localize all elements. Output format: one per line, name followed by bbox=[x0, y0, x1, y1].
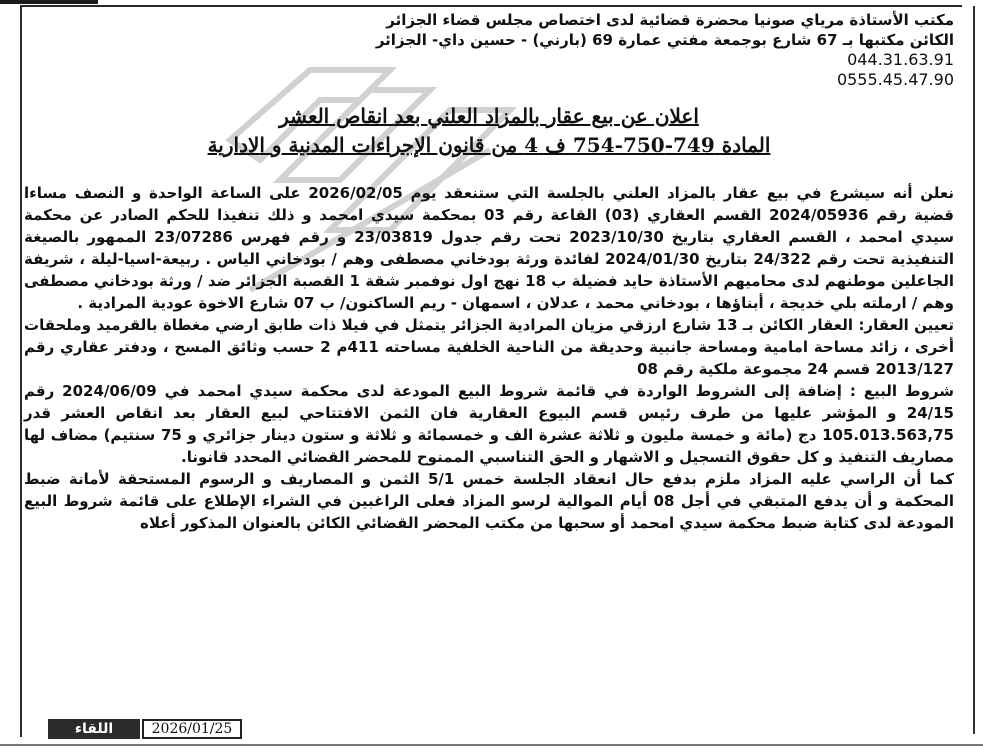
top-edge bbox=[0, 0, 983, 4]
legal-article: المادة 749-750-754 ف 4 من قانون الإجراءات المدنية و الادارية bbox=[207, 133, 771, 157]
newspaper-tag: اللقاء bbox=[48, 719, 140, 739]
publication-date: 2026/01/25 bbox=[142, 719, 242, 739]
office-line: مكتب الأستاذة مرياي صونيا محضرة قضائية لدى اختصاص مجلس قضاء الجزائر bbox=[386, 11, 954, 29]
announcement bbox=[24, 10, 954, 710]
announcement-title: اعلان عن بيع عقار بالمزاد العلني بعد انقاص العشر bbox=[279, 104, 699, 128]
sale-conditions-paragraph: شروط البيع : إضافة إلى الشروط الواردة في قائمة شروط البيع المودعة لدى محكمة سيدي امحمد في 2024/06/09 رقم 24/15 و المؤشر عليها من طرف رئيس قسم البيوع العقارية فان الثمن الافتتاحي لبيع العقار بعد انقاص العشر قدر 105.013.563,75 دج (مائة و خمسة مليون و ثلاثة عشرة الف و خمسمائة و ثلاثة و ستون دينار جزائري و 75 سنتيم) مضاف لها مصاريف التنفيذ و كل حقوق التسجيل و الاشهار و الحق التناسبي الممنوح للمحضر القضائي المحدد قانونا. bbox=[24, 382, 954, 466]
property-designation-paragraph: تعيين العقار: العقار الكائن بـ 13 شارع ارزقي مزيان المرادية الجزائر يتمثل في فيلا ذات طابق ارضي مغطاة بالقرميد وملحقات أخرى ، زائد مساحة امامية ومساحة جانبية وحديقة من الناحية الخلفية مساحته 411م 2 حسب وثائق المسح ، ودفتر عقاري رقم 2013/127 قسم 24 مجموعة ملكية رقم 08 bbox=[24, 316, 955, 378]
phone-number: 044.31.63.91 bbox=[847, 50, 954, 69]
announcement-body bbox=[24, 182, 954, 534]
bottom-rule bbox=[0, 744, 983, 746]
address-line: الكائن مكتبها بـ 67 شارع بوجمعة مفتي عمارة 69 (بارني) - حسين داي- الجزائر bbox=[375, 31, 954, 49]
top-edge-block bbox=[0, 0, 98, 4]
sale-details-paragraph: نعلن أنه سيشرع في بيع عقار بالمزاد العلني بالجلسة التي ستنعقد يوم 2026/02/05 على الساعة الواحدة و النصف مساءا قضية رقم 2024/05936 القسم العقاري (03) القاعة رقم 03 بمحكمة سيدي امحمد و ذلك تنفيذا للحكم الصادر عن محكمة سيدي امحمد ، القسم العقاري بتاريخ 2023/10/30 تحت رقم جدول 23/03819 و رقم فهرس 23/07286 الممهور بالصيغة التنفيذية تحت رقم 24/322 بتاريخ 2024/01/30 لفائدة ورثة بودخاني مصطفى وهم / بودخاني الياس . ربيعة-اسيا-ليلة ، شريفة الجاعلين موطنهم لدى محاميهم الأستاذة حايد فضيلة ب 18 نهج اول نوفمبر شقة 1 القصبة الجزائر ضد / ورثة بودخاني مصطفى وهم / ارملته بلي خديجة ، أبناؤها ، بودخاني محمد ، عدلان ، اسمهان - ريم الساكنون/ ب 07 شارع الاخوة عودية المرادية . bbox=[24, 184, 955, 312]
payment-terms-paragraph: كما أن الراسي عليه المزاد ملزم بدفع حال انعقاد الجلسة خمس 5/1 الثمن و المصاريف و الرسوم المستحقة لأمانة ضبط المحكمة و أن يدفع المتبقي في أجل 08 أيام الموالية لرسو المزاد فعلى الراغبين في الشراء الإطلاع على قائمة شروط البيع المودعة لدى كتابة ضبط محكمة سيدي امحمد أو سحبها من مكتب المحضر القضائي الكائن بالعنوان المذكور أعلاه bbox=[24, 470, 954, 532]
mobile-number: 0555.45.47.90 bbox=[836, 70, 954, 89]
right-border bbox=[973, 6, 975, 734]
